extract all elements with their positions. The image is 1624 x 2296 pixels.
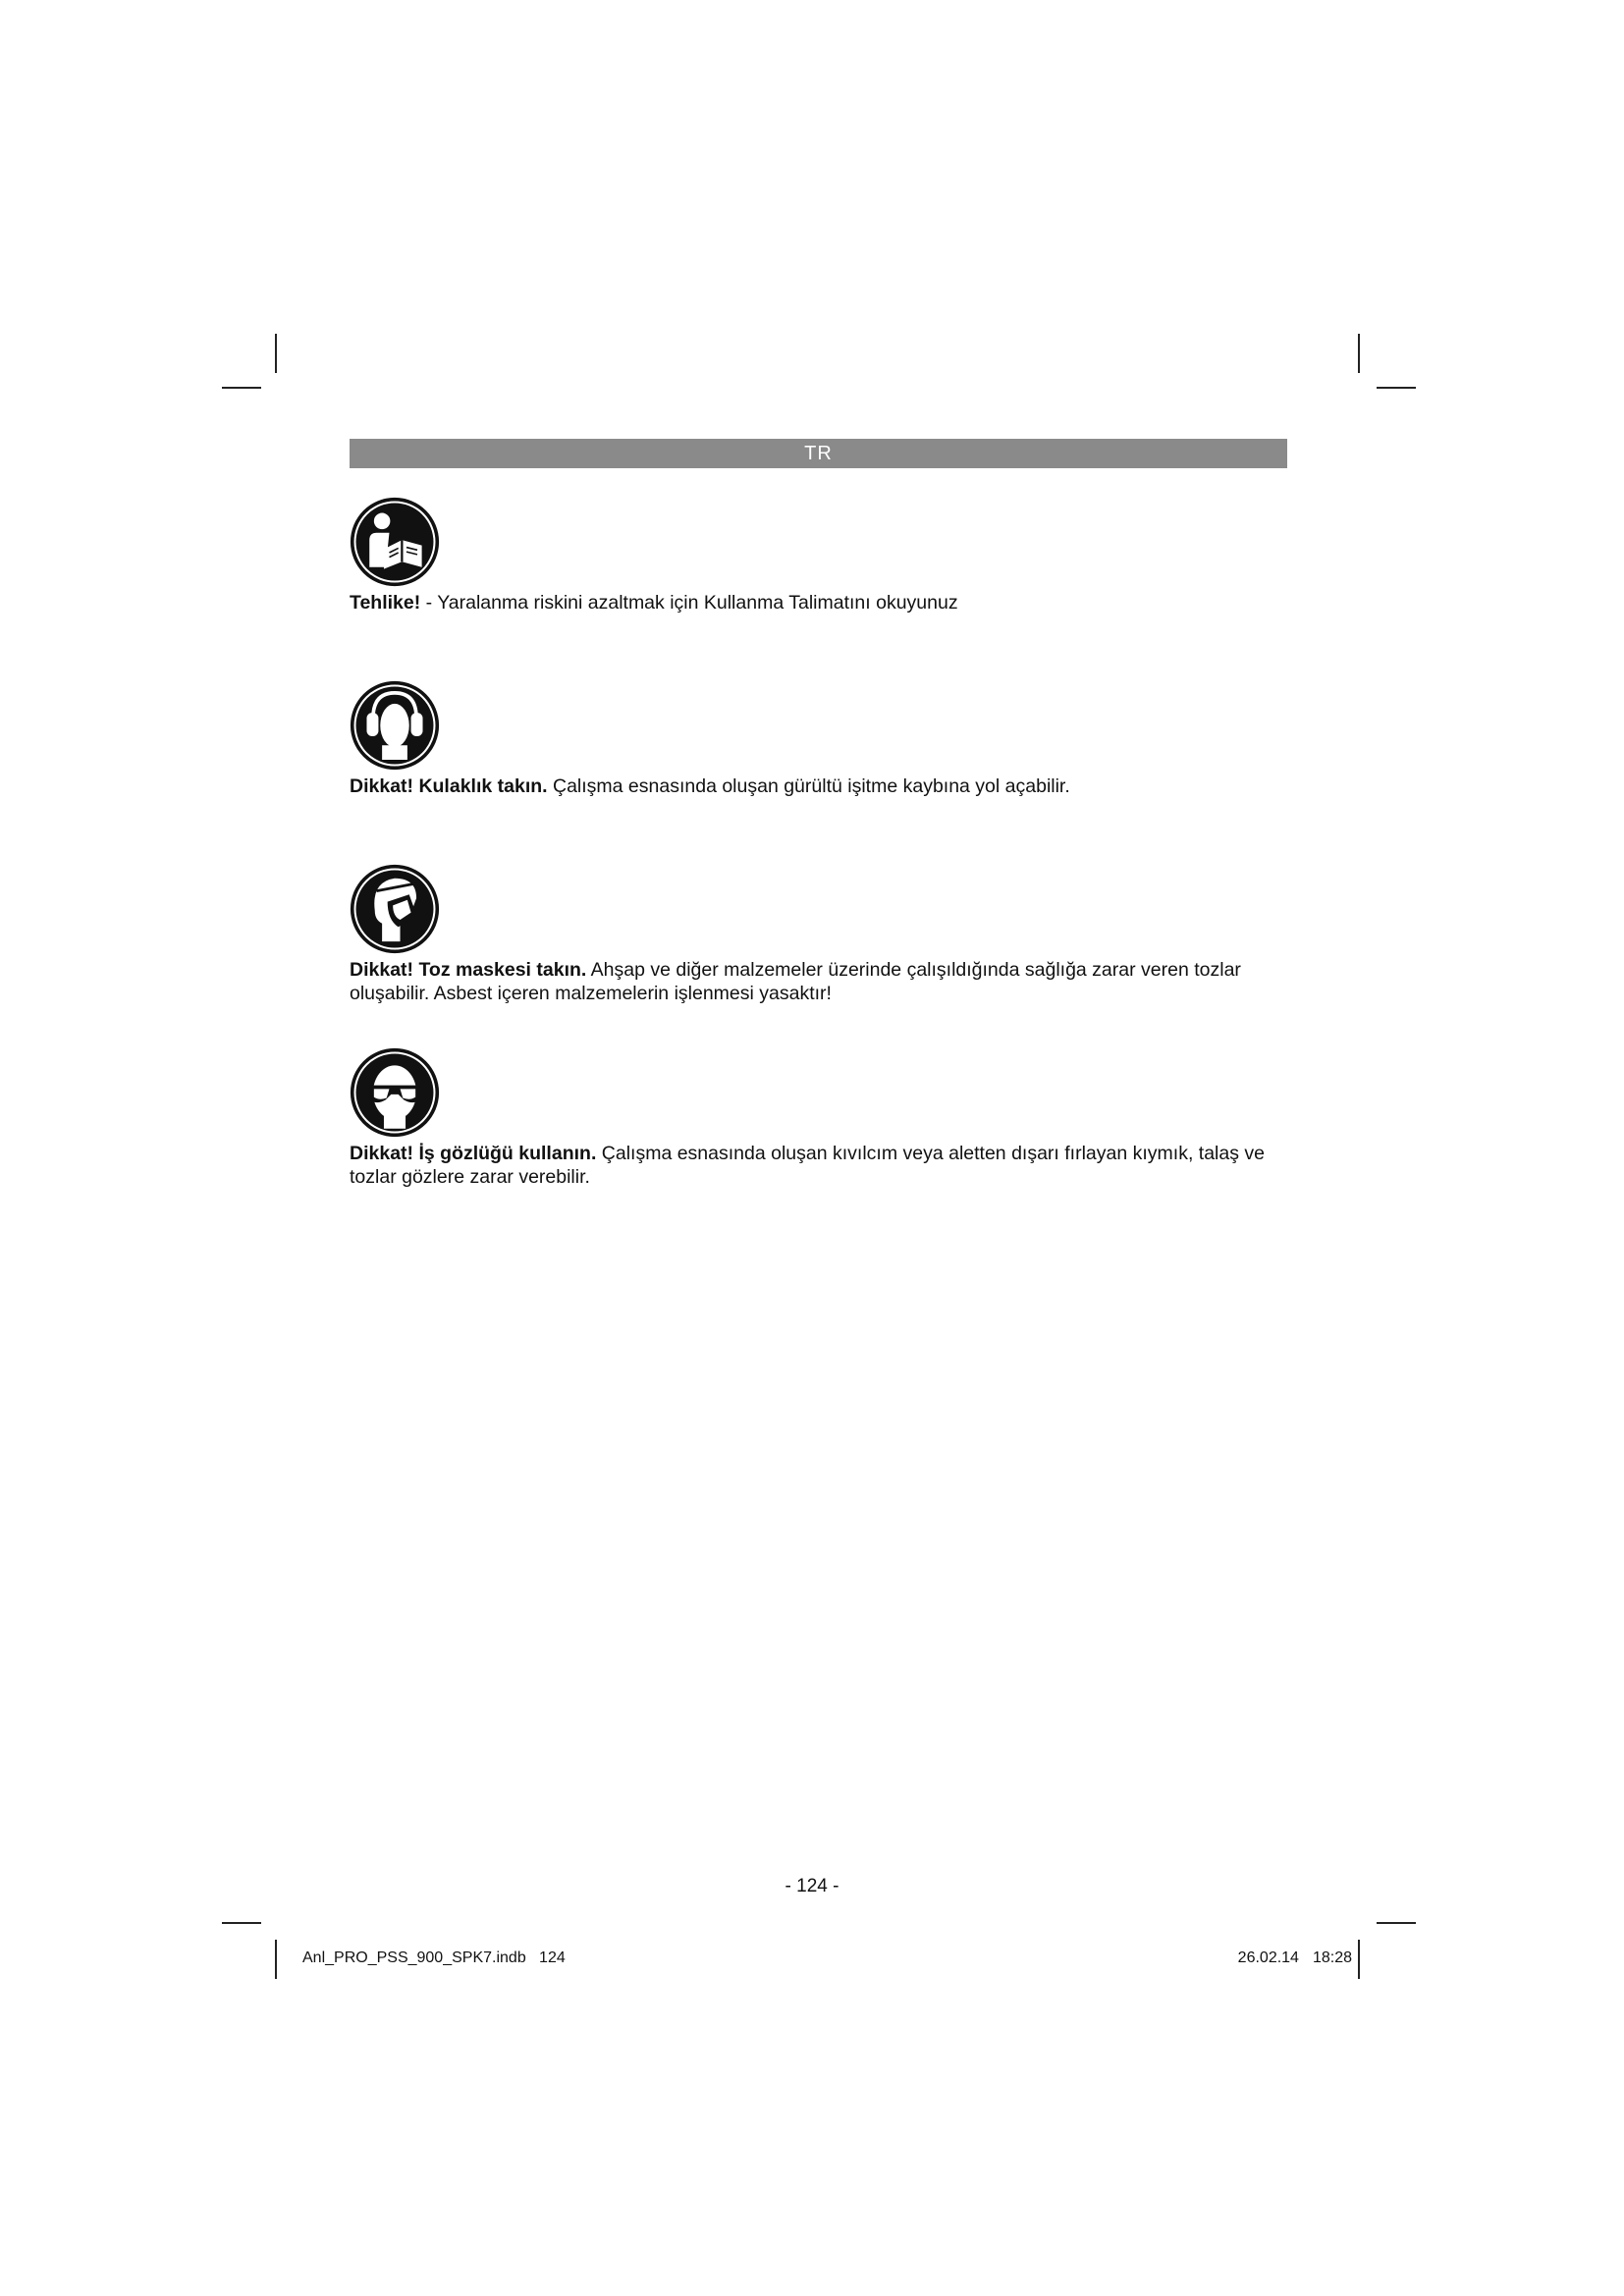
dust-mask-icon [350, 864, 440, 954]
notice-body: Çalışma esnasında oluşan kıvılcım veya aletten dışarı fırlayan kıymık, talaş ve tozlar gözlere zarar verebilir. [350, 1143, 1265, 1188]
crop-mark [1377, 387, 1416, 389]
safety-goggles-icon [350, 1047, 440, 1138]
date-slug [1238, 1949, 1352, 1967]
notice-body: Ahşap ve diğer malzemeler üzerinde çalışıldığında sağlığa zarar veren tozlar oluşabilir. Asbest içeren malzemelerin işlenmesi yasaktır! [350, 959, 1241, 1004]
notice-text [350, 1142, 1292, 1189]
page-number: - 124 - [785, 1876, 839, 1896]
crop-mark [275, 334, 277, 373]
crop-mark [275, 1940, 277, 1979]
notice-read-manual [350, 497, 1292, 614]
crop-mark [222, 1922, 261, 1924]
file-slug: Anl_PRO_PSS_900_SPK7.indb 124 [302, 1949, 566, 1966]
crop-mark [1377, 1922, 1416, 1924]
notice-ear-protection [350, 680, 1292, 798]
print-date: 26.02.14 [1237, 1949, 1299, 1966]
notice-title: Dikkat! İş gözlüğü kullanın. [350, 1143, 597, 1164]
notice-safety-goggles [350, 1047, 1292, 1189]
notice-body: - Yaralanma riskini azaltmak için Kullanma Talimatını okuyunuz [420, 592, 958, 614]
language-header: TR [350, 439, 1287, 468]
notice-text [350, 591, 1292, 614]
notice-dust-mask [350, 864, 1292, 1005]
print-time: 18:28 [1312, 1949, 1352, 1966]
read-manual-icon [350, 497, 440, 587]
notice-text [350, 774, 1292, 798]
notice-body: Çalışma esnasında oluşan gürültü işitme kaybına yol açabilir. [547, 775, 1070, 797]
notice-title: Dikkat! Kulaklık takın. [350, 775, 548, 797]
notice-title: Tehlike! [350, 592, 421, 614]
notice-title: Dikkat! Toz maskesi takın. [350, 959, 587, 981]
crop-mark [1358, 1940, 1360, 1979]
crop-mark [1358, 334, 1360, 373]
notice-text [350, 958, 1292, 1005]
ear-protection-icon [350, 680, 440, 771]
crop-mark [222, 387, 261, 389]
